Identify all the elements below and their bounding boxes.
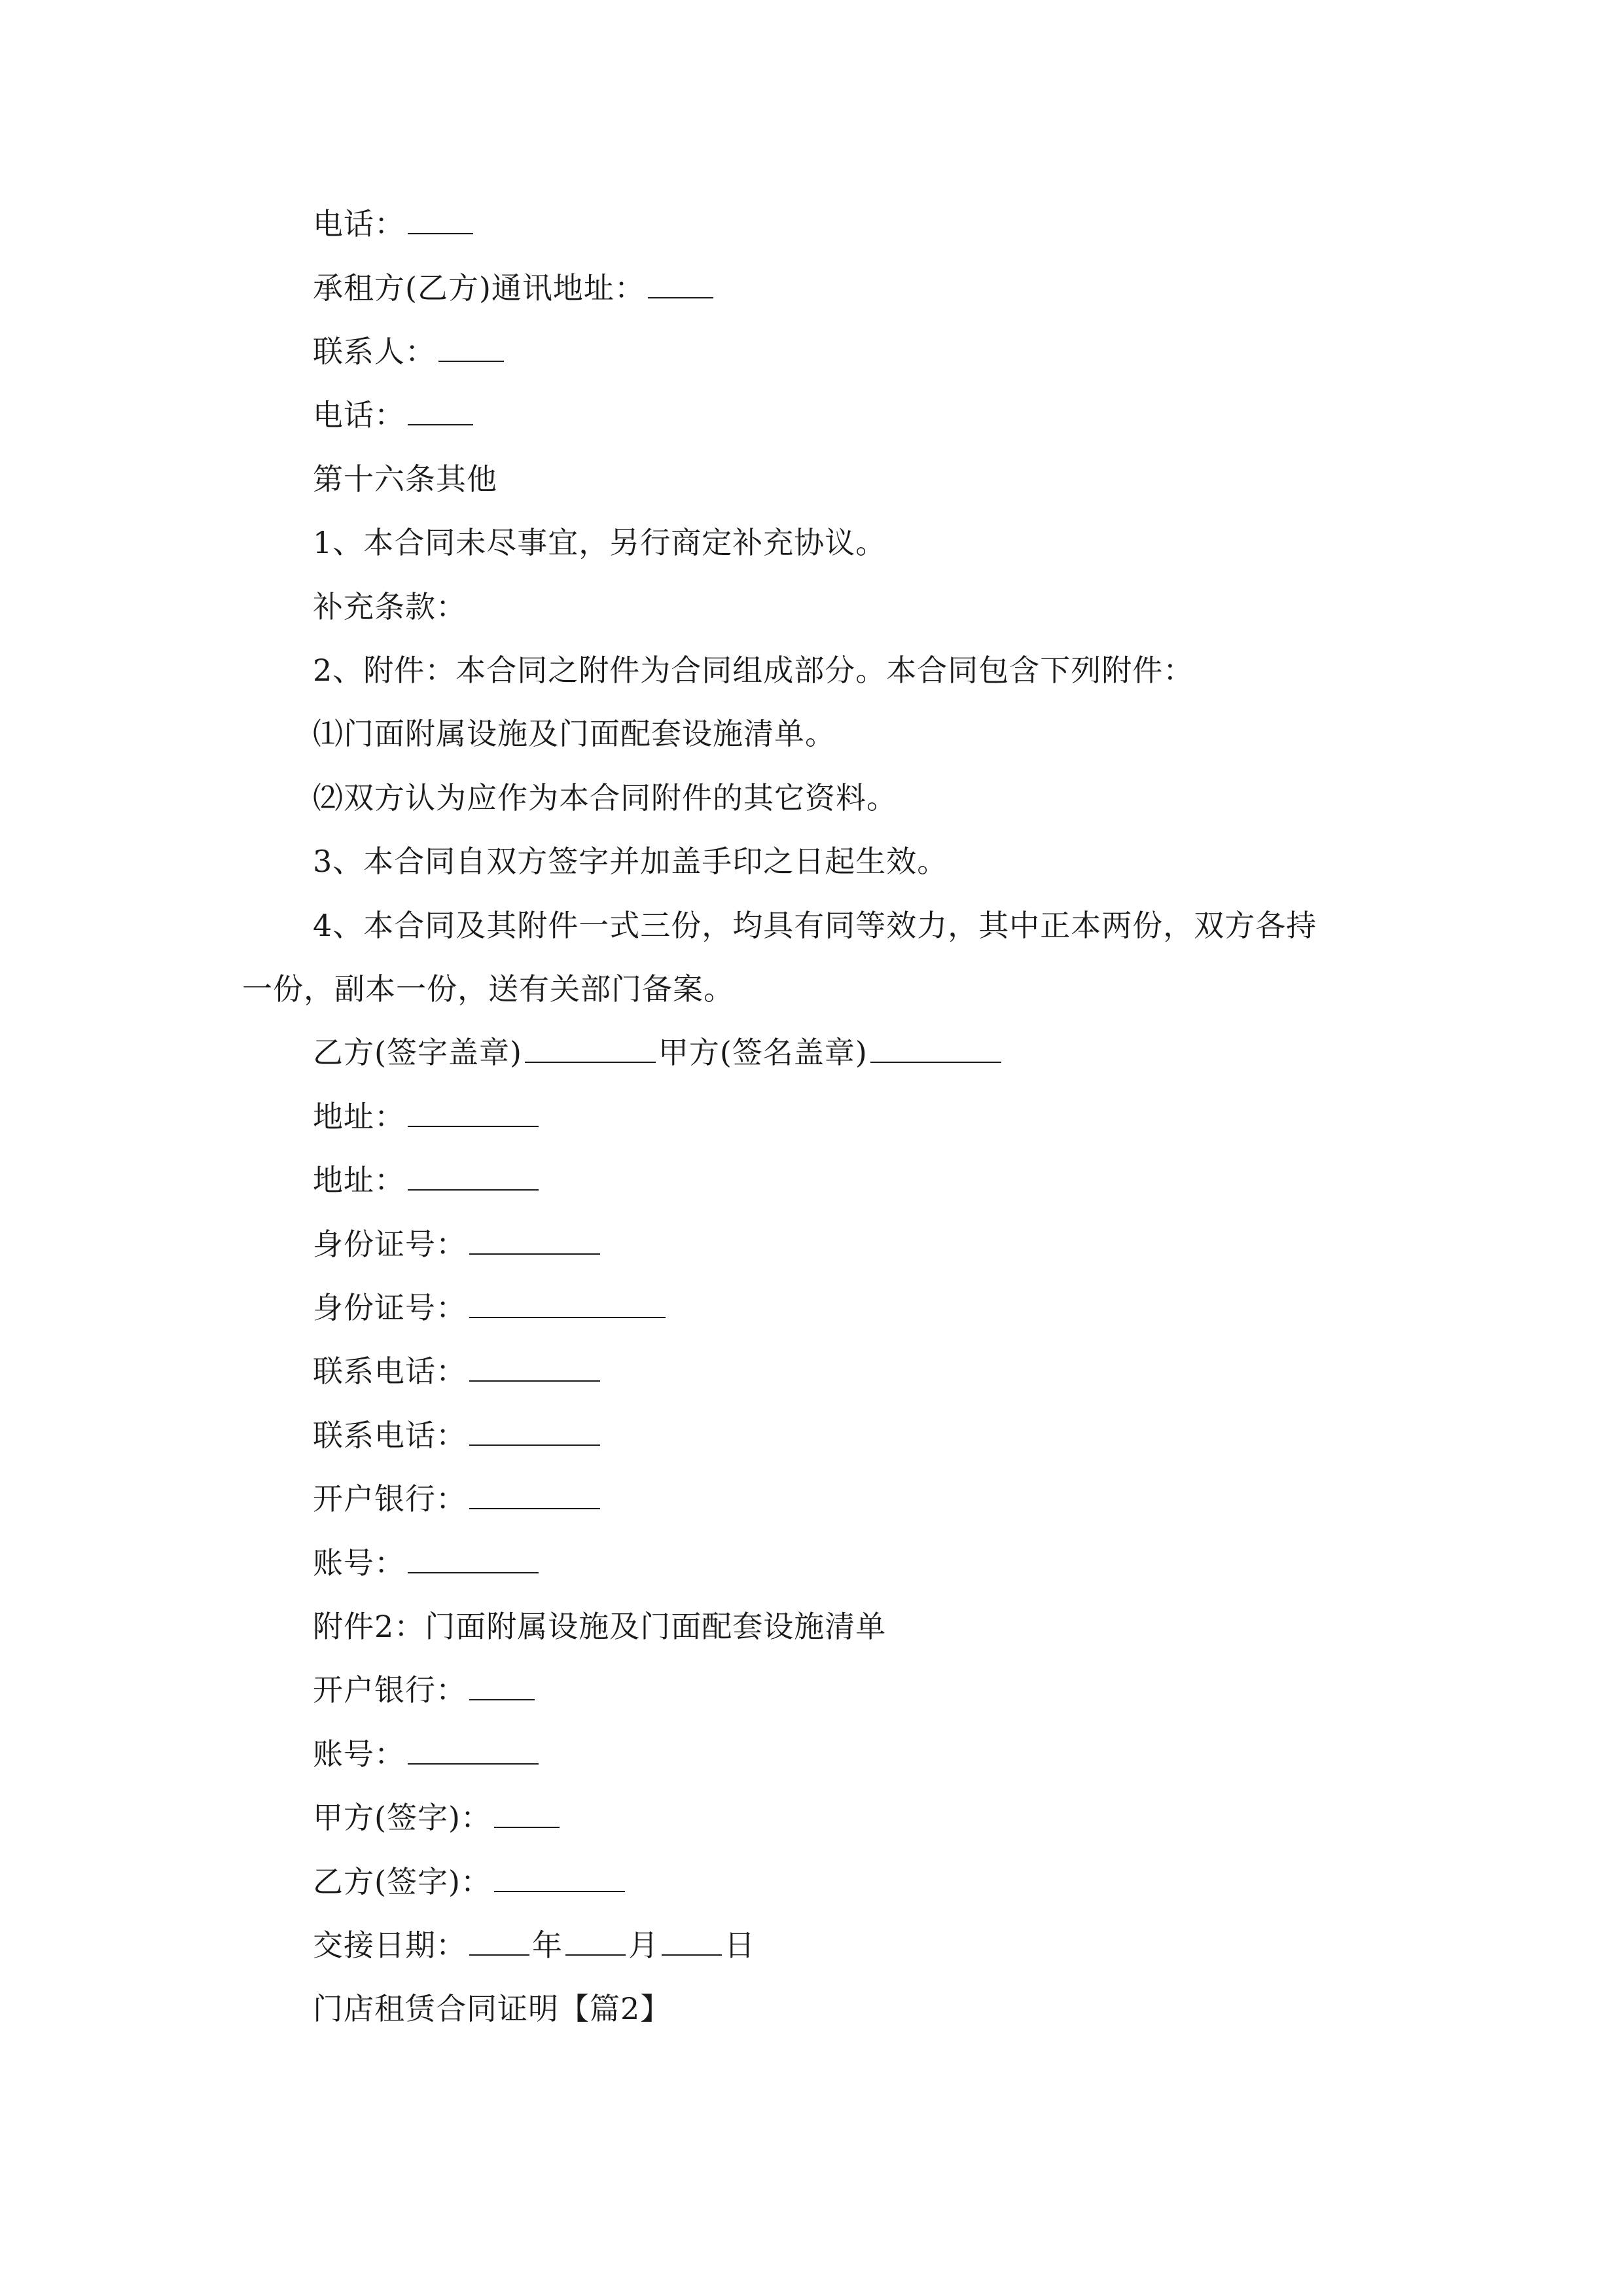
bank-line-1	[313, 1479, 603, 1518]
field-label: 甲方(签字)：	[313, 1800, 491, 1835]
blank-field	[662, 1931, 722, 1956]
blank-field	[408, 1740, 539, 1765]
field-label: 联系电话：	[313, 1418, 467, 1453]
field-label: 电话：	[313, 397, 405, 433]
blank-field	[469, 1230, 600, 1255]
handover-date-line	[313, 1926, 755, 1965]
field-label: 乙方(签字)：	[313, 1864, 491, 1899]
field-label: 账号：	[313, 1736, 405, 1772]
next-section-title: 门店租赁合同证明【篇2】	[313, 1991, 671, 2026]
party-b-signature-line	[313, 1862, 628, 1901]
tenant-address-line	[313, 268, 716, 308]
clause-4-first-line: 4、本合同及其附件一式三份，均具有同等效力，其中正本两份，双方各持	[313, 908, 1317, 943]
address-line-1	[313, 1097, 541, 1136]
month-label: 月	[628, 1928, 659, 1963]
contact-phone-line-1	[313, 1352, 603, 1391]
phone-line-1	[313, 204, 476, 243]
supplement-label: 补充条款：	[313, 589, 467, 624]
account-line-1	[313, 1543, 541, 1583]
contact-person-line	[313, 332, 507, 371]
clause-4-second-line: 一份，副本一份，送有关部门备案。	[242, 971, 734, 1007]
field-label: 账号：	[313, 1545, 405, 1581]
account-line-2	[313, 1734, 541, 1774]
blank-field	[525, 1038, 656, 1063]
field-label: 电话：	[313, 206, 405, 242]
bank-line-2	[313, 1670, 537, 1710]
contact-phone-line-2	[313, 1416, 603, 1455]
id-number-line-2	[313, 1288, 668, 1327]
year-label: 年	[532, 1928, 563, 1963]
article-heading: 第十六条其他	[313, 461, 497, 497]
blank-field	[408, 209, 473, 234]
signature-line	[313, 1033, 1004, 1072]
field-label: 联系人：	[313, 334, 436, 369]
blank-field	[469, 1357, 600, 1382]
blank-field	[469, 1931, 529, 1956]
blank-field	[469, 1484, 600, 1509]
address-line-2	[313, 1160, 541, 1200]
field-label: 交接日期：	[313, 1928, 467, 1963]
blank-field	[494, 1803, 560, 1828]
blank-field	[494, 1867, 625, 1892]
phone-line-2	[313, 395, 476, 435]
field-label: 身份证号：	[313, 1290, 467, 1325]
field-label: 承租方(乙方)通讯地址：	[313, 270, 645, 306]
blank-field	[469, 1676, 535, 1700]
blank-field	[408, 1166, 539, 1191]
field-label: 开户银行：	[313, 1481, 467, 1516]
field-label: 地址：	[313, 1099, 405, 1134]
field-label: 地址：	[313, 1162, 405, 1198]
attachment-item-2: ⑵双方认为应作为本合同附件的其它资料。	[313, 780, 897, 816]
field-label: 身份证号：	[313, 1227, 467, 1262]
blank-field	[870, 1038, 1001, 1063]
blank-field	[648, 274, 713, 298]
party-a-signature-line	[313, 1798, 562, 1837]
blank-field	[408, 1549, 539, 1573]
field-label: 开户银行：	[313, 1672, 467, 1708]
blank-field	[565, 1931, 626, 1956]
blank-field	[408, 401, 473, 425]
field-label: 联系电话：	[313, 1354, 467, 1389]
clause-1: 1、本合同未尽事宜，另行商定补充协议。	[313, 525, 887, 560]
appendix-2-heading: 附件2：门面附属设施及门面配套设施清单	[313, 1609, 887, 1644]
clause-3: 3、本合同自双方签字并加盖手印之日起生效。	[313, 844, 948, 879]
blank-field	[469, 1293, 666, 1318]
attachment-item-1: ⑴门面附属设施及门面配套设施清单。	[313, 716, 836, 751]
clause-2: 2、附件：本合同之附件为合同组成部分。本合同包含下列附件：	[313, 653, 1194, 688]
party-b-seal-label: 乙方(签字盖章)	[313, 1035, 522, 1070]
blank-field	[469, 1421, 600, 1446]
blank-field	[408, 1102, 539, 1127]
party-a-seal-label: 甲方(签名盖章)	[658, 1035, 868, 1070]
id-number-line-1	[313, 1225, 603, 1264]
day-label: 日	[724, 1928, 755, 1963]
blank-field	[438, 337, 504, 362]
